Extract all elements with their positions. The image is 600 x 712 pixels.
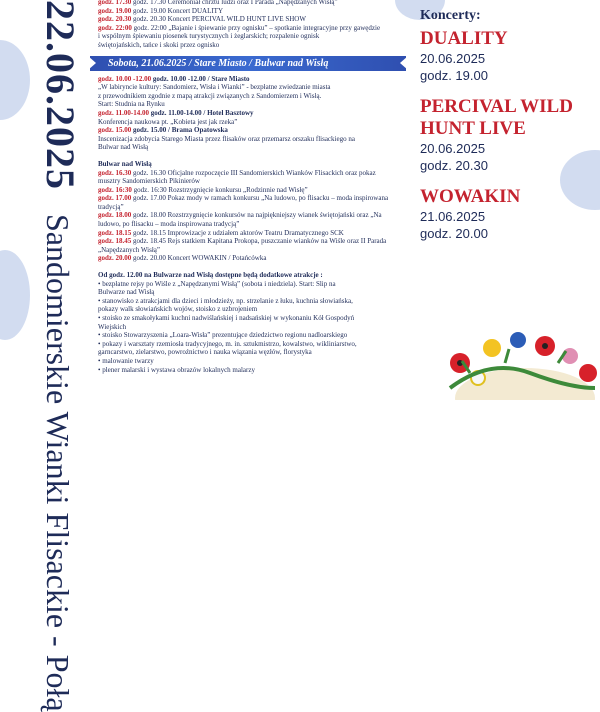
program-line: Inscenizacja zdobycia Starego Miasta przez flisaków oraz przemarsz orszaku flisackiego na [98,134,355,143]
list-item: • malowanie twarzy [98,356,154,365]
program-line: z przewodnikiem zgodnie z mapą atrakcji związanych z Sandomierzem i Wisłą. [98,91,322,100]
program-line: „W labiryncie kultury: Sandomierz, Wisła i Wianki” - bezpłatne zwiedzanie miasta [98,83,331,92]
concerts-heading: Koncerty: [420,8,481,23]
program-line: godz. 11.00-14.00 godz. 11.00-14.00 / Hotel Basztowy [98,108,254,117]
concert-date: 20.06.2025 [420,141,486,156]
concert-date: 21.06.2025 [420,209,486,224]
program-line: i wspólnym śpiewaniu piosenek turystycznych i żeglarskich; rozpalenie ognisk [98,32,320,41]
list-item: • stoisko Stowarzyszenia „Loara-Wisła” prezentujące dziedzictwo regionu nadloarskiego [98,331,348,340]
list-item: • stoisko ze smakołykami kuchni nadwiślańskiej i nadsańskiej w wykonaniu Kół Gospodyń [98,314,355,322]
list-item: • bezpłatne rejsy po Wiśle z „Napędzanymi Wisłą” (sobota i niedziela). Start: Slip na [98,279,336,288]
concert-band-name: PERCIVAL WILD HUNT LIVE [420,96,573,139]
poppy-flower-icon [579,364,597,382]
list-item: pokazy walk słowiańskich wojów, stoisko z uzbrojeniem [98,305,258,314]
concert-band-name: WOWAKIN [420,186,521,207]
list-item: • pokazy i warsztaty rzemiosła tradycyjnego, m. in. sztukmistrzo, kowalstwo, wikliniarstwo, [98,339,357,348]
program-line: godz. 19.00 godz. 19.00 Koncert DUALITY [98,6,224,15]
program-line: tradycją” [98,202,124,211]
program-line: godz. 18.45 godz. 18.45 Rejs statkiem Kapitana Prokopa, puszczanie wianków na Wiśle oraz II Parada [98,237,387,246]
program-line: godz. 20.30 godz. 20.30 Koncert PERCIVAL WILD HUNT LIVE SHOW [98,15,306,24]
program-line: godz. 17.30 godz. 17.30 Ceremoniał chrztu ludzi oraz I Parada „Napędzanych Wisłą” [98,0,338,6]
program-line: świętojańskich, tańce i skoki przez ognisko [98,40,220,49]
program-line: godz. 17.00 godz. 17.00 Pokaz mody w ramach konkursu „Na ludowo, po flisacku – moda inspirowana [98,194,389,203]
vertical-event-title [38,0,88,712]
list-item: • plener malarski i wystawa obrazów lokalnych malarzy [98,365,255,374]
program-line: Start: Studnia na Rynku [98,100,165,109]
concert-time: godz. 20.00 [420,226,488,241]
program-line: Konferencja naukowa pt. „Kobieta jest jak rzeka” [98,117,238,126]
concert-date: 20.06.2025 [420,51,486,66]
list-item: garncarstwo, zielarstwo, powroźnictwo i nauka wiązania węzłów, florystyka [98,348,312,357]
program-line: godz. 22:00 godz. 22:00 „Bajanie i śpiewanie przy ognisku” – spotkanie integracyjne przy gawędzie [98,23,381,32]
concert-band-name: DUALITY [420,28,508,49]
program-line: Bulwar nad Wisłą [98,143,149,152]
list-item: • stanowisko z atrakcjami dla dzieci i młodzieży, np. strzelanie z łuku, kuchnia słowiańska, [98,296,353,305]
list-item: Bulwarze nad Wisłą [98,288,155,297]
cornflower-icon [510,332,526,348]
flower-wreath-illustration [430,318,600,400]
event-date: 22.06.2025 [38,0,83,190]
saturday-banner: Sobota, 21.06.2025 / Stare Miasto / Bulwar nad Wisłą [90,56,406,71]
program-line: godz. 18.15 godz. 18.15 Improwizacje z udziałem aktorów Teatru Dramatycznego SCK [98,228,344,237]
concert-time: godz. 19.00 [420,68,488,83]
program-line: godz. 16:30 godz. 16:30 Rozstrzygnięcie konkursu „Rodzinnie nad Wisłę” [98,185,308,194]
decor-blob [0,40,30,120]
section-heading-extra: Od godz. 12.00 na Bulwarze nad Wisłą dostępne będą dodatkowe atrakcje : [98,271,323,280]
program-line: godz. 18.00 godz. 18.00 Rozstrzygnięcie konkursów na najpiękniejszy wianek świętojański oraz „Na [98,211,382,220]
program-line: godz. 15.00 godz. 15.00 / Brama Opatowska [98,126,228,135]
yellow-flower-icon [483,339,501,357]
program-line: godz. 16.30 godz. 16.30 Oficjalne rozpoczęcie III Sandomierskich Wianków Flisackich oraz pokaz [98,168,376,177]
poppy-center-icon [542,343,548,349]
program-line: godz. 20.00 godz. 20.00 Koncert WOWAKIN / Potańcówka [98,254,267,263]
concert-time: godz. 20.30 [420,158,488,173]
section-heading-bulwar: Bulwar nad Wisłą [98,159,152,168]
program-line: musztry Sandomierskich Pikinierów [98,177,200,186]
list-item: Wiejskich [98,322,127,331]
program-line: „Napędzanych Wisłą” [98,245,160,254]
decor-blob [0,250,30,340]
program-line: ludowo, po flisacku – moda inspirowana tradycją” [98,220,240,229]
event-name: Sandomierskie Wianki Flisackie - Połą [40,214,76,712]
program-column [98,0,398,400]
program-line: godz. 10.00 -12.00 godz. 10.00 -12.00 / Stare Miasto [98,74,250,83]
